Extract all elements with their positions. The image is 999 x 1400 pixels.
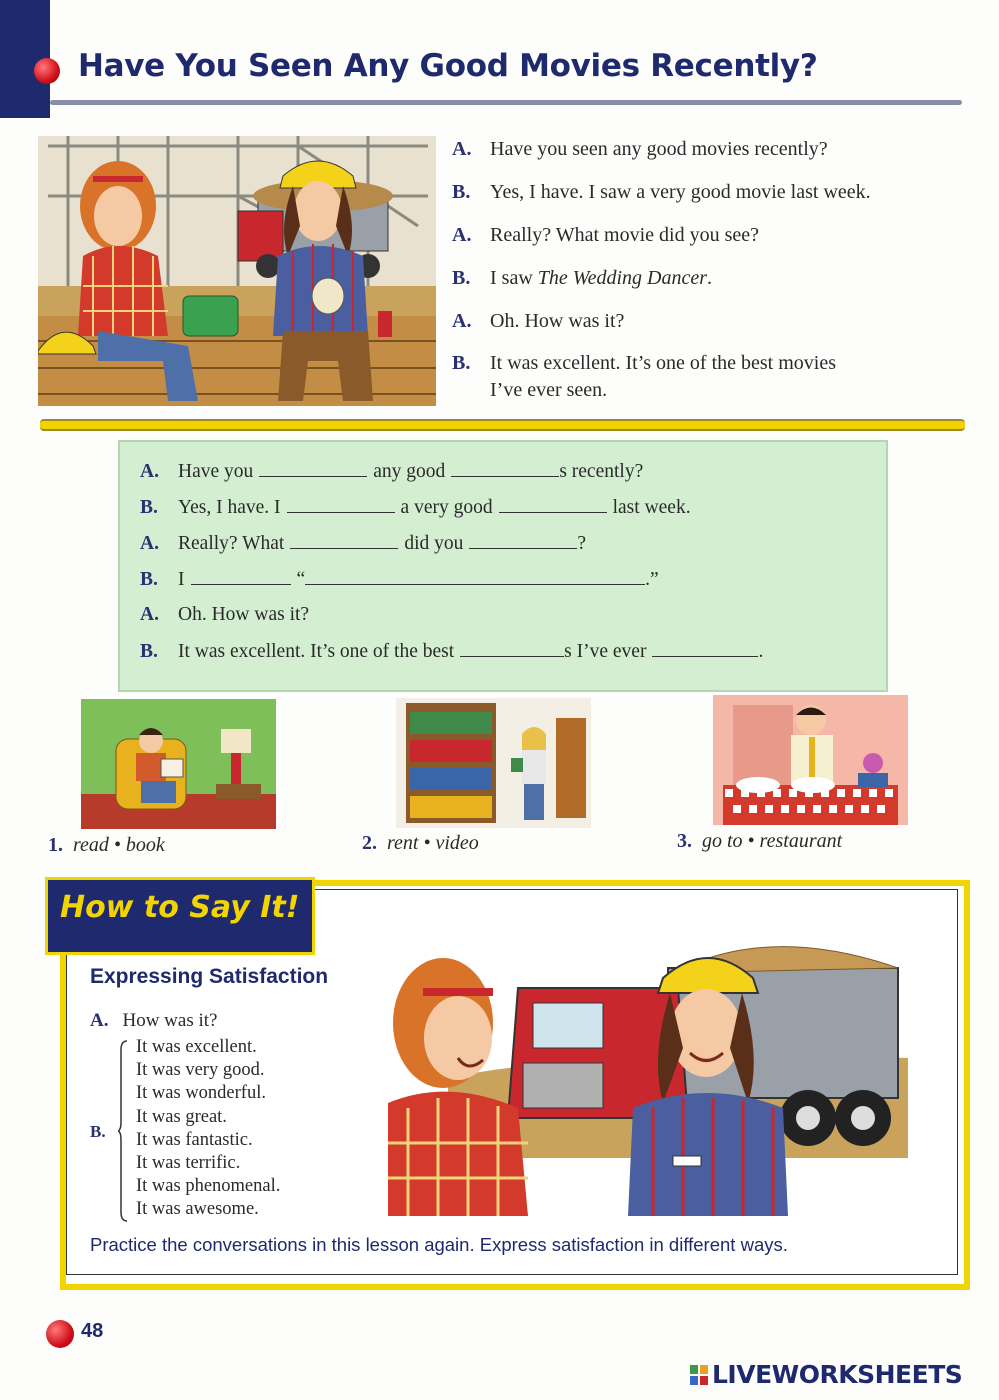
brace-icon xyxy=(118,1040,128,1222)
workers-truck-illustration xyxy=(388,928,908,1216)
response-item: It was phenomenal. xyxy=(136,1176,281,1197)
liveworksheets-logo: LIVEWORKSHEETS xyxy=(690,1360,962,1389)
practice-line: B. I “ .” xyxy=(140,569,659,590)
response-item: It was great. xyxy=(136,1106,227,1127)
response-item: It was wonderful. xyxy=(136,1083,266,1104)
answer-blank[interactable] xyxy=(499,496,607,513)
how-to-say-it-heading: How to Say It! xyxy=(60,890,300,925)
page-bullet-icon xyxy=(46,1320,74,1348)
answer-blank[interactable] xyxy=(652,640,758,657)
response-item: It was fantastic. xyxy=(136,1129,253,1150)
page-number: 48 xyxy=(81,1320,104,1342)
practice-line: A. Really? What did you ? xyxy=(140,533,587,554)
page-title: Have You Seen Any Good Movies Recently? xyxy=(78,48,818,84)
practice-line: A. Have you any good s recently? xyxy=(140,461,644,482)
caption-1: 1. read • book xyxy=(48,834,165,856)
dialog-line: B. I saw The Wedding Dancer. xyxy=(452,267,713,289)
response-item: It was excellent. xyxy=(136,1037,257,1057)
answer-blank[interactable] xyxy=(290,532,398,549)
dialog-line: A. Really? What movie did you see? xyxy=(452,224,759,246)
answer-blank[interactable] xyxy=(305,568,645,585)
answer-blank[interactable] xyxy=(259,460,367,477)
reading-book-picture xyxy=(81,699,276,829)
answer-blank[interactable] xyxy=(469,532,577,549)
dialog-line: A. Oh. How was it? xyxy=(452,310,625,332)
practice-line: B. It was excellent. It’s one of the best s I’ve ever . xyxy=(140,641,764,662)
caption-2: 2. rent • video xyxy=(362,832,479,854)
dialog-line: B. It was excellent. It’s one of the best movies I’ve ever seen. xyxy=(452,352,837,401)
restaurant-picture xyxy=(713,695,908,825)
practice-line: B. Yes, I have. I a very good last week. xyxy=(140,497,691,518)
practice-line: A. Oh. How was it? xyxy=(140,604,310,625)
answer-blank[interactable] xyxy=(460,640,564,657)
response-item: It was terrific. xyxy=(136,1153,241,1174)
dialog-line: B. Yes, I have. I saw a very good movie last week. xyxy=(452,181,871,203)
practice-instruction: Practice the conversations in this lesson again. Express satisfaction in different ways. xyxy=(90,1234,788,1255)
answer-blank[interactable] xyxy=(191,568,291,585)
liveworksheets-icon xyxy=(690,1365,708,1385)
section-divider xyxy=(40,419,965,431)
dialog-line: A. Have you seen any good movies recently? xyxy=(452,138,828,160)
practice-dialog-box xyxy=(118,440,888,692)
title-divider xyxy=(50,100,962,105)
lunch-scene-illustration xyxy=(38,136,436,406)
question-line: A. How was it? xyxy=(90,1010,218,1031)
response-item: It was very good. xyxy=(136,1060,265,1081)
movie-title: The Wedding Dancer xyxy=(537,267,708,289)
response-item: It was awesome. xyxy=(136,1199,259,1220)
caption-3: 3. go to • restaurant xyxy=(677,830,843,852)
answer-blank[interactable] xyxy=(451,460,559,477)
response-list xyxy=(136,1036,280,1222)
section-subtitle: Expressing Satisfaction xyxy=(90,965,329,988)
answer-blank[interactable] xyxy=(287,496,395,513)
answer-speaker: B. xyxy=(90,1122,106,1141)
renting-video-picture xyxy=(396,698,591,828)
title-bullet-icon xyxy=(34,58,60,84)
